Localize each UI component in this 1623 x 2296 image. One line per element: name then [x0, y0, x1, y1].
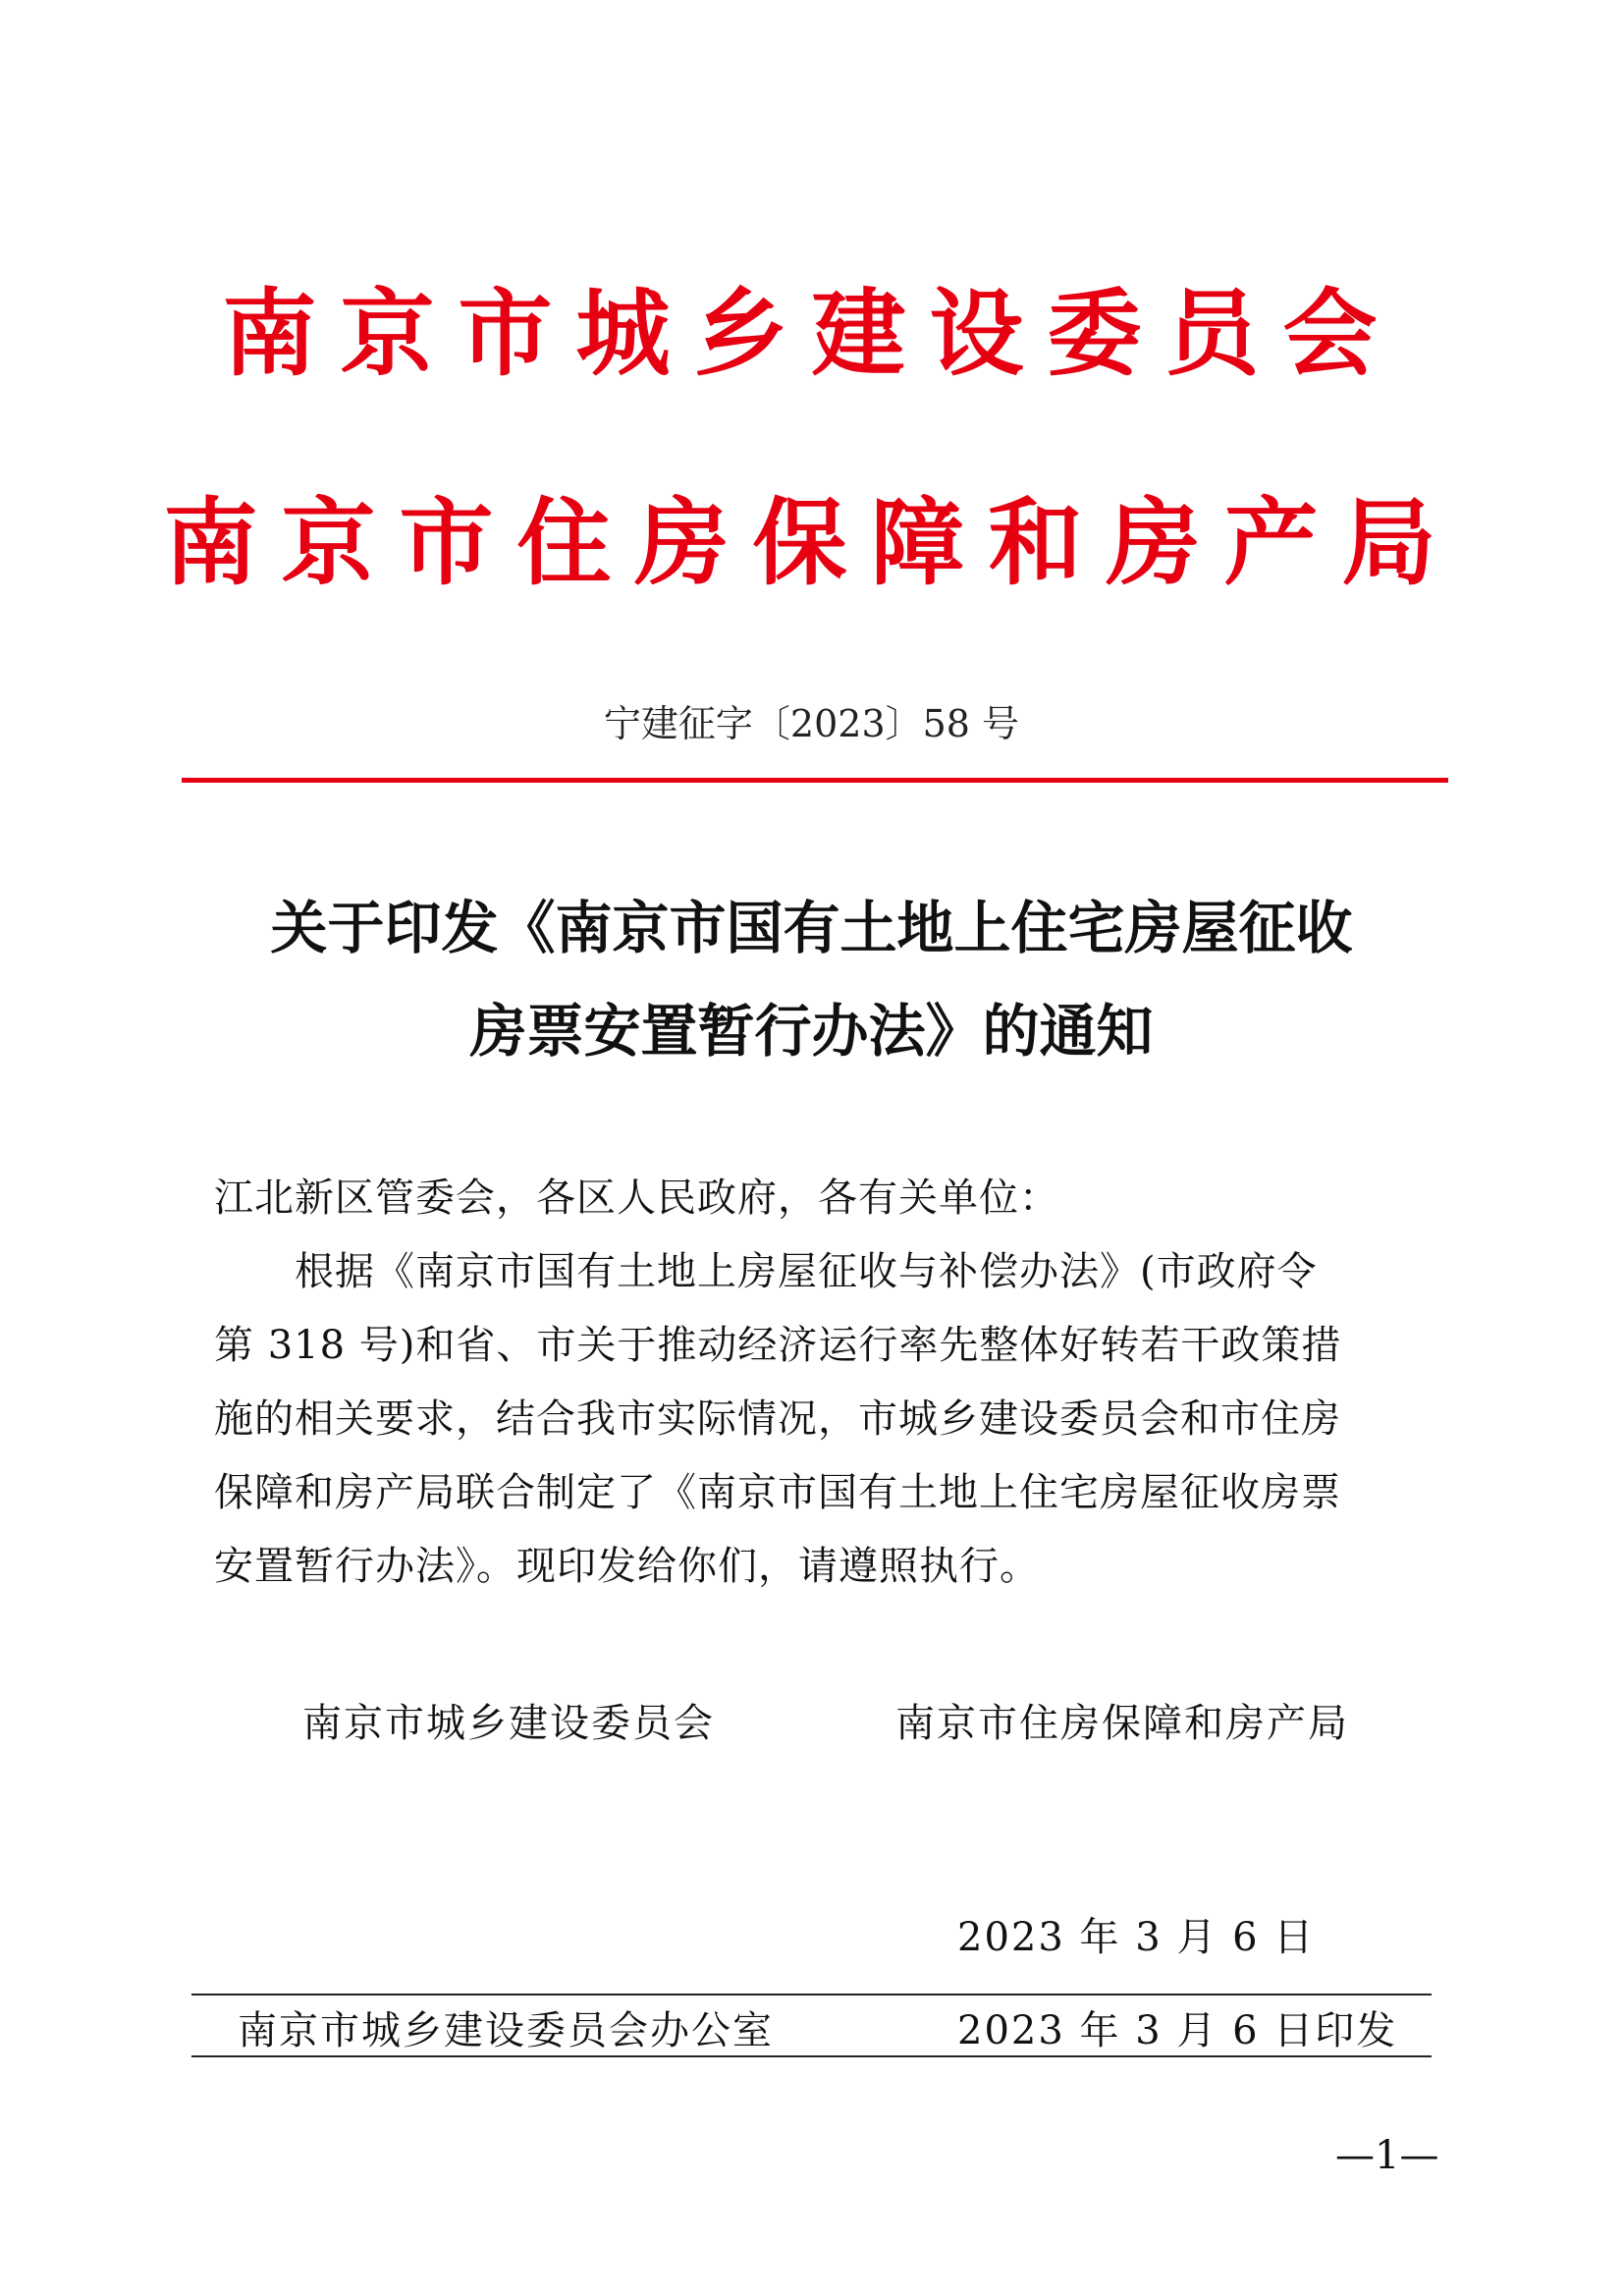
document-title-line-2: 房票安置暂行办法》的通知	[469, 998, 1154, 1065]
document-number: 宁建征字〔2023〕58 号	[603, 702, 1020, 745]
page-number: —1—	[1335, 2133, 1439, 2178]
salutation: 江北新区管委会，各区人民政府，各有关单位：	[214, 1175, 1059, 1221]
body-line: 根据《南京市国有土地上房屋征收与补偿办法》(市政府令	[214, 1249, 1318, 1294]
footer-print-date: 2023 年 3 月 6 日印发	[957, 2008, 1398, 2053]
body-line: 施的相关要求，结合我市实际情况，市城乡建设委员会和市住房	[214, 1396, 1341, 1442]
issuer-name-2: 南京市住房保障和房产局	[163, 488, 1460, 598]
body-line: 保障和房产局联合制定了《南京市国有土地上住宅房屋征收房票	[214, 1470, 1341, 1515]
issue-date: 2023 年 3 月 6 日	[957, 1915, 1316, 1960]
red-separator-line	[182, 778, 1448, 783]
footer-bottom-rule	[191, 2055, 1432, 2057]
body-line: 安置暂行办法》。现印发给你们，请遵照执行。	[214, 1544, 1040, 1589]
body-line: 第 318 号)和省、市关于推动经济运行率先整体好转若干政策措	[214, 1323, 1342, 1368]
issuer-name-1: 南京市城乡建设委员会	[222, 279, 1401, 389]
footer-office: 南京市城乡建设委员会办公室	[238, 2008, 774, 2053]
document-title-line-1: 关于印发《南京市国有土地上住宅房屋征收	[270, 895, 1353, 961]
footer-top-rule	[191, 1994, 1432, 1995]
signature-right: 南京市住房保障和房产局	[895, 1701, 1349, 1746]
signature-left: 南京市城乡建设委员会	[302, 1701, 715, 1746]
